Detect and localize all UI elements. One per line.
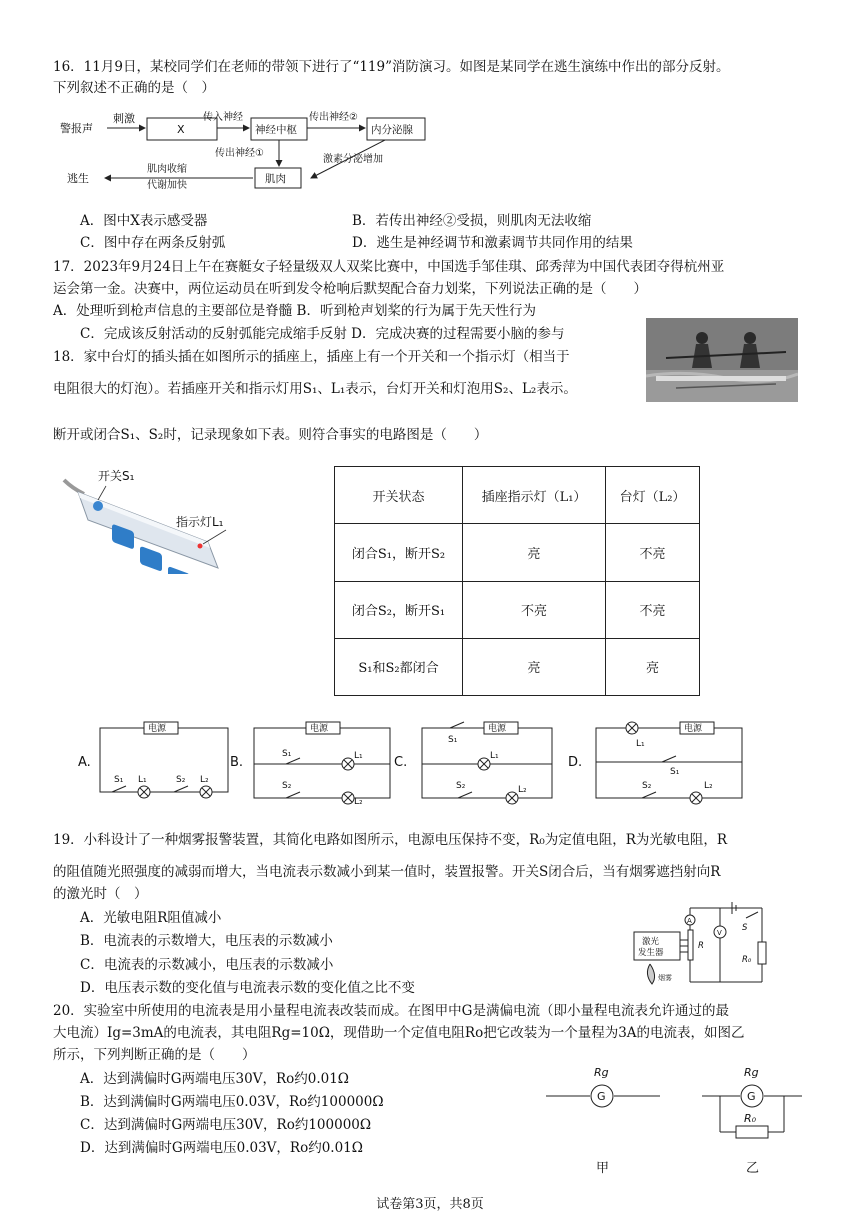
indicator-l1-label: 指示灯L₁ [176,515,224,529]
source-c: 电源 [488,724,507,734]
q19-option-a: A．光敏电阻R阻值减小 [80,910,222,926]
stimulate-label: 刺激 [113,112,135,125]
table-row [335,524,700,581]
hormone-label: 激素分泌增加 [323,154,383,165]
q20-option-b: B．达到满偏时G两端电压0.03V，Ro约100000Ω [80,1094,384,1110]
table-cell: 亮 [463,638,606,695]
source-d: 电源 [684,724,703,734]
circuit-a-label: A. [78,755,91,770]
q16-option-b: B．若传出神经②受损，则肌肉无法收缩 [352,213,592,229]
laser-label-2: 发生器 [638,948,664,958]
c-s1: S₁ [448,735,458,745]
yi-r0-label: R₀ [744,1112,757,1125]
contract1-label: 肌肉收缩 [147,164,187,175]
b-s2: S₂ [282,781,292,791]
c-l2: L₂ [518,785,527,795]
smoke-label: 烟雾 [658,974,672,982]
a-s1: S₁ [114,775,124,785]
q20-stem-line2: 大电流）Ig=3mA的电流表，其电阻Rg=10Ω，现借助一个定值电阻Ro把它改装为一个量程为3A的电流表，如图乙 [53,1025,745,1041]
escape-label: 逃生 [67,172,89,185]
q16-option-d: D．逃生是神经调节和激素调节共同作用的结果 [352,235,633,251]
r0-label: R₀ [742,955,752,965]
efferent2-label: 传出神经② [309,112,358,123]
q16-stem-line2: 下列叙述不正确的是（ ） [53,80,215,96]
voltmeter-label: V [717,929,722,937]
smoke-alarm-circuit [632,896,772,996]
center-label: 神经中枢 [255,124,297,136]
reflex-diagram [55,106,455,196]
d-s1: S₁ [670,767,680,777]
q18-stem-line1: 18．家中台灯的插头插在如图所示的插座上，插座上有一个开关和一个指示灯（相当于 [53,349,570,365]
table-cell: 不亮 [606,581,700,638]
rowing-photo [646,318,798,402]
jia-caption: 甲 [596,1161,610,1176]
q17-stem-line2: 运会第一金。决赛中，两位运动员在听到发令枪响后默契配合奋力划桨，下列说法正确的是（ ） [53,281,647,297]
header-indicator: 插座指示灯（L₁） [463,467,606,524]
source-a: 电源 [148,724,167,734]
source-b: 电源 [310,724,329,734]
header-switch-state: 开关状态 [335,467,463,524]
table-row [335,467,700,524]
s-label: S [742,923,748,933]
table-row [335,638,700,695]
power-strip-illustration [58,464,258,574]
x-label: X [177,123,185,136]
table-cell: 亮 [606,638,700,695]
d-l1: L₁ [636,739,645,749]
q16-option-a: A．图中X表示感受器 [80,213,208,229]
ammeter-label: A [687,917,692,925]
switch-s1-label: 开关S₁ [98,469,135,483]
a-l1: L₁ [138,775,147,785]
header-lamp: 台灯（L₂） [606,467,700,524]
muscle-label: 肌肉 [265,173,286,185]
q20-stem-line1: 20．实验室中所使用的电流表是用小量程电流表改装而成。在图甲中G是满偏电流（即小量程电流表允许通过的最 [53,1003,729,1019]
table-cell: 闭合S₁，断开S₂ [335,524,463,581]
table-cell: 不亮 [463,581,606,638]
a-s2: S₂ [176,775,186,785]
jia-rg-label: Rg [594,1066,609,1079]
galvanometer-figures [540,1060,840,1182]
a-l2: L₂ [200,775,209,785]
table-cell: 不亮 [606,524,700,581]
q16-stem-line1: 16．11月9日，某校同学们在老师的带领下进行了“119”消防演习。如图是某同学在逃生演练中作出的部分反射。 [53,59,730,75]
laser-label-1: 激光 [642,937,660,947]
q19-stem-line2: 的阻值随光照强度的减弱而增大，当电流表示数减小到某一值时，装置报警。开关S闭合后，当有烟雾遮挡射向R [53,864,721,880]
afferent-label: 传入神经 [203,112,243,123]
d-l2: L₂ [704,781,713,791]
contract2-label: 代谢加快 [147,180,187,191]
q17-options-ab: A．处理听到枪声信息的主要部位是脊髓 B．听到枪声划桨的行为属于先天性行为 [53,303,536,319]
q20-stem-line3: 所示，下列判断正确的是（ ） [53,1047,256,1063]
gland-label: 内分泌腺 [371,124,413,136]
b-l2: L₂ [354,797,363,807]
switch-state-table [334,466,700,696]
q19-option-d: D．电压表示数的变化值与电流表示数的变化值之比不变 [80,980,415,996]
table-cell: S₁和S₂都闭合 [335,638,463,695]
r-label: R [698,941,704,951]
q20-option-c: C．达到满偏时G两端电压30V，Ro约100000Ω [80,1117,372,1133]
alarm-label: 警报声 [60,122,93,135]
table-cell: 闭合S₂，断开S₁ [335,581,463,638]
efferent1-label: 传出神经① [215,148,264,159]
q17-stem-line1: 17．2023年9月24日上午在赛艇女子轻量级双人双桨比赛中，中国选手邹佳琪、邱秀萍为中国代表团夺得杭州亚 [53,259,725,275]
yi-rg-label: Rg [744,1066,759,1079]
q19-stem-line3: 的激光时（ ） [53,886,148,902]
c-s2: S₂ [456,781,466,791]
q20-option-a: A．达到满偏时G两端电压30V，Ro约0.01Ω [80,1071,350,1087]
table-cell: 亮 [463,524,606,581]
q16-option-c: C．图中存在两条反射弧 [80,235,226,251]
q20-option-d: D．达到满偏时G两端电压0.03V，Ro约0.01Ω [80,1140,363,1156]
c-l1: L₁ [490,751,499,761]
d-s2: S₂ [642,781,652,791]
circuit-c-label: C. [394,755,408,770]
q19-option-c: C．电流表的示数减小，电压表的示数减小 [80,957,334,973]
b-s1: S₁ [282,749,292,759]
indicator-l1-icon [198,544,203,549]
q18-stem-line3: 断开或闭合S₁、S₂时，记录现象如下表。则符合事实的电路图是（ ） [53,427,488,443]
page-footer: 试卷第3页，共8页 [376,1197,484,1212]
circuit-options [76,716,756,808]
table-row [335,581,700,638]
b-l1: L₁ [354,751,363,761]
q19-stem-line1: 19．小科设计了一种烟雾报警装置，其简化电路如图所示，电源电压保持不变，R₀为定值电阻，R为光敏电阻，R [53,832,728,848]
circuit-b-label: B. [230,755,244,770]
q19-option-b: B．电流表的示数增大，电压表的示数减小 [80,933,333,949]
yi-caption: 乙 [746,1161,760,1176]
jia-g-label: G [597,1090,606,1103]
yi-g-label: G [747,1090,756,1103]
q17-options-cd: C．完成该反射活动的反射弧能完成缩手反射 D．完成决赛的过程需要小脑的参与 [80,326,565,342]
circuit-d-label: D. [568,755,583,770]
switch-s1-icon [93,501,103,511]
q18-stem-line2: 电阻很大的灯泡）。若插座开关和指示灯用S₁、L₁表示，台灯开关和灯泡用S₂、L₂表示。 [53,381,577,397]
